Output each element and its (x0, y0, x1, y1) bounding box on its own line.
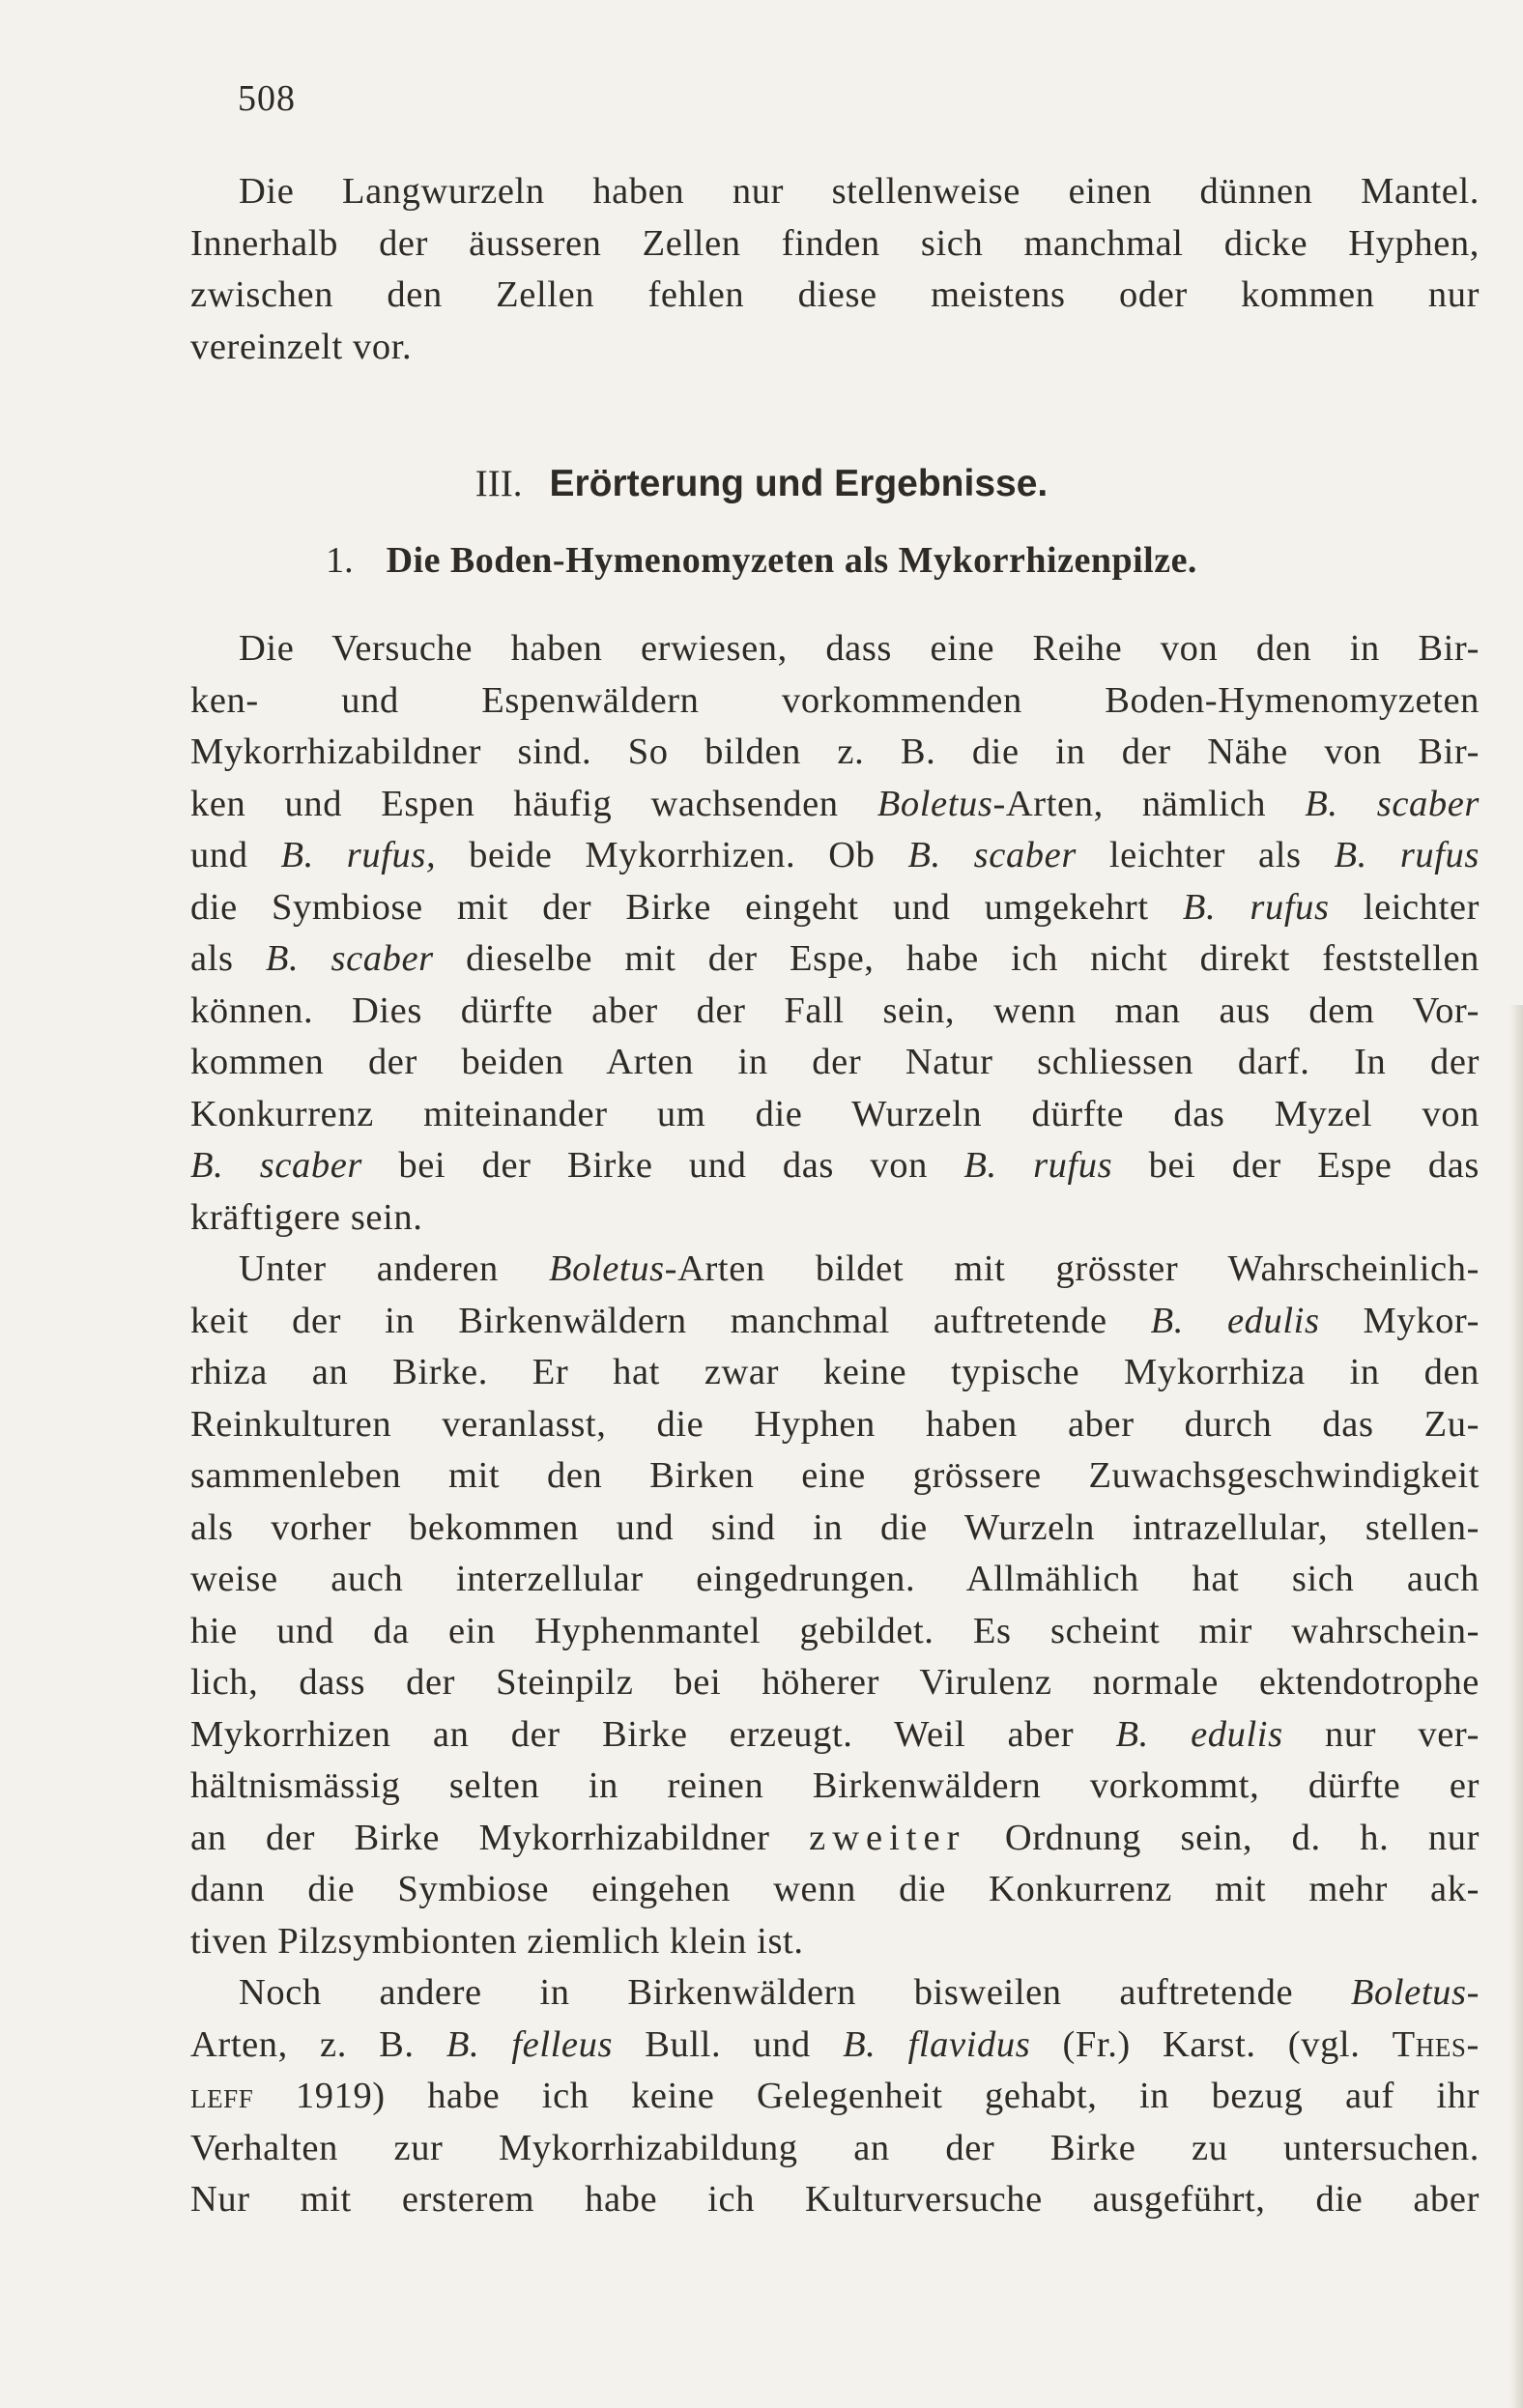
text-line: Reinkulturen veranlasst, die Hyphen haben aber durch das Zu- (190, 1403, 1480, 1445)
text-line: Unter anderen Boletus-Arten bildet mit grösster Wahrscheinlich- (239, 1248, 1480, 1289)
text-line: Konkurrenz miteinander um die Wurzeln dürfte das Myzel von (190, 1093, 1480, 1134)
text-line: hältnismässig selten in reinen Birkenwäldern vorkommt, dürfte er (190, 1765, 1480, 1806)
intro-paragraph (190, 166, 1480, 373)
text-line: keit der in Birkenwäldern manchmal auftretende B. edulis Mykor- (190, 1300, 1480, 1341)
text-line: sammenleben mit den Birken eine grössere Zuwachsgeschwindigkeit (190, 1455, 1480, 1496)
text-line: Die Langwurzeln haben nur stellenweise einen dünnen Mantel. (239, 171, 1480, 212)
text-line: ken- und Espenwäldern vorkommenden Boden-Hymenomyzeten (190, 679, 1480, 721)
page-number: 508 (238, 78, 296, 119)
text-line: Innerhalb der äusseren Zellen finden sich manchmal dicke Hyphen, (190, 222, 1480, 264)
text-line: dann die Symbiose eingehen wenn die Konkurrenz mit mehr ak- (190, 1869, 1480, 1909)
text-line: Mykorrhizabildner sind. So bilden z. B. die in der Nähe von Bir- (190, 731, 1480, 772)
text-line: Arten, z. B. B. felleus Bull. und B. flavidus (Fr.) Karst. (vgl. Thes- (190, 2023, 1480, 2065)
text-line: lich, dass der Steinpilz bei höherer Virulenz normale ektendotrophe (190, 1662, 1480, 1703)
text-line: Verhalten zur Mykorrhizabildung an der Birke zu untersuchen. (190, 2127, 1480, 2168)
subsection-title: Die Boden-Hymenomyzeten als Mykorrhizenpilze. (386, 540, 1197, 581)
text-line: kommen der beiden Arten in der Natur schliessen darf. In der (190, 1042, 1480, 1082)
text-line: rhiza an Birke. Er hat zwar keine typische Mykorrhiza in den (190, 1352, 1480, 1392)
text-line: kräftigere sein. (190, 1196, 423, 1238)
text-line: vereinzelt vor. (190, 326, 413, 367)
section-number: III. (474, 463, 523, 504)
text-line: können. Dies dürfte aber der Fall sein, wenn man aus dem Vor- (190, 989, 1480, 1031)
section-heading (0, 462, 1523, 505)
text-line: Die Versuche haben erwiesen, dass eine Reihe von den in Bir- (239, 628, 1480, 669)
text-line: hie und da ein Hyphenmantel gebildet. Es scheint mir wahrschein- (190, 1610, 1480, 1651)
text-line: und B. rufus, beide Mykorrhizen. Ob B. scaber leichter als B. rufus (190, 835, 1480, 875)
text-line: an der Birke Mykorrhizabildner zweiter Ordnung sein, d. h. nur (190, 1817, 1480, 1858)
text-line: zwischen den Zellen fehlen diese meistens oder kommen nur (190, 274, 1480, 315)
text-line: die Symbiose mit der Birke eingeht und umgekehrt B. rufus leichter (190, 886, 1480, 928)
subsection-number: 1. (326, 540, 354, 581)
paragraph-2 (190, 1244, 1480, 1967)
text-line: Nur mit ersterem habe ich Kulturversuche ausgeführt, die aber (190, 2179, 1480, 2220)
text-line: als B. scaber dieselbe mit der Espe, habe ich nicht direkt feststellen (190, 938, 1480, 979)
paragraph-1 (190, 623, 1480, 1244)
text-line: tiven Pilzsymbionten ziemlich klein ist. (190, 1920, 804, 1962)
paragraph-3 (190, 1967, 1480, 2226)
section-title: Erörterung und Ergebnisse. (549, 463, 1049, 504)
text-line: weise auch interzellular eingedrungen. Allmählich hat sich auch (190, 1559, 1480, 1599)
text-line: leff 1919) habe ich keine Gelegenheit gehabt, in bezug auf ihr (190, 2076, 1480, 2116)
text-line: Mykorrhizen an der Birke erzeugt. Weil aber B. edulis nur ver- (190, 1713, 1480, 1755)
text-line: Noch andere in Birkenwäldern bisweilen auftretende Boletus- (239, 1972, 1480, 2013)
subsection-heading (0, 539, 1523, 582)
text-line: B. scaber bei der Birke und das von B. rufus bei der Espe das (190, 1145, 1480, 1186)
page-edge-shadow (1509, 1005, 1523, 2408)
text-line: ken und Espen häufig wachsenden Boletus-Arten, nämlich B. scaber (190, 783, 1480, 824)
text-line: als vorher bekommen und sind in die Wurzeln intrazellular, stellen- (190, 1506, 1480, 1548)
